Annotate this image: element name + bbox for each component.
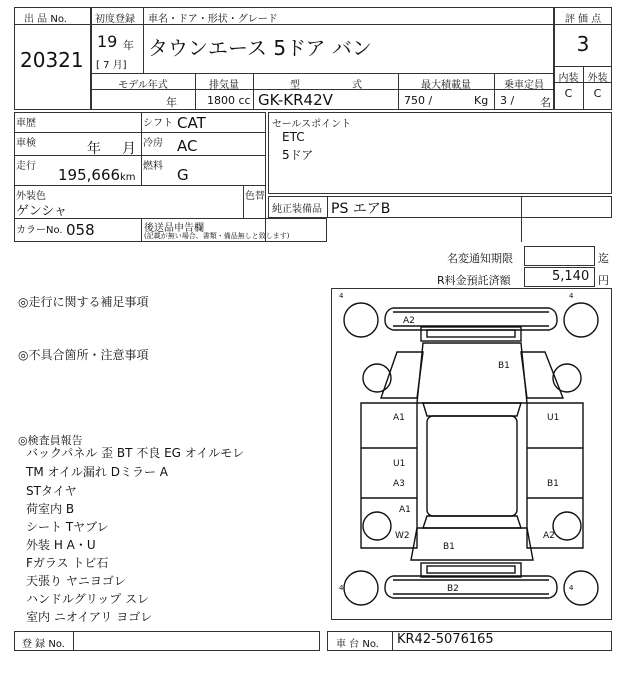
damage-mark: U1 [393, 459, 406, 469]
damage-mark: A2 [543, 531, 555, 541]
model-year-unit: 年 [166, 96, 177, 109]
damage-mark: A1 [393, 413, 405, 423]
first-registration-label: 初度登録 [95, 14, 135, 25]
tire-rear-left [344, 571, 378, 605]
name-change-label: 名変通知期限 [447, 252, 513, 265]
color-label: 外装色 [16, 191, 46, 202]
car-diagram [331, 288, 612, 620]
recycle-fee-unit: 円 [598, 274, 609, 287]
report-line: 天張り ヤニヨゴレ [26, 574, 126, 588]
name-change-value-box [524, 246, 595, 266]
hood [417, 343, 527, 403]
sales-point-item: 5ドア [282, 148, 314, 162]
tire-front-right [564, 303, 598, 337]
damage-mark: A3 [393, 479, 405, 489]
first-registration-year: 19 [97, 32, 118, 51]
score: 3 [576, 32, 590, 56]
body-left-side [361, 403, 417, 548]
ac: AC [177, 137, 198, 155]
driving-notes-label: ◎走行に関する補足事項 [18, 295, 149, 309]
defects-notes-label: ◎不具合箇所・注意事項 [18, 348, 149, 362]
tire-front-left [344, 303, 378, 337]
inspection-label: 車検 [16, 138, 36, 149]
recycle-fee-amount: 5,140 [552, 269, 590, 284]
lot-number-label: 出 品 No. [24, 14, 67, 25]
damage-mark: U1 [547, 413, 560, 423]
later-docs-label: 後送品申告欄 [144, 223, 204, 234]
report-line: シート Tヤブレ [26, 520, 109, 534]
report-line: バックパネル 歪 BT 不良 EG オイルモレ [26, 446, 245, 460]
report-line: TM オイル漏れ Dミラー A [26, 465, 168, 479]
damage-mark: B1 [547, 479, 559, 489]
damage-mark: B1 [443, 542, 455, 552]
model-label: 型 [290, 80, 300, 91]
color: ゲンシャ [16, 204, 68, 219]
damage-mark: B1 [498, 361, 510, 371]
history-label: 車歴 [16, 118, 36, 129]
cabin-roof [423, 403, 521, 416]
body-right-side [527, 403, 583, 548]
mileage-label: 走行 [16, 161, 36, 172]
capacity-unit: 名 [540, 96, 551, 109]
model: GK-KR42V [258, 91, 333, 109]
capacity: 3 / [500, 94, 515, 107]
later-docs-note: (記載が無い場合、書類・備品無しと致します) [144, 232, 290, 240]
car-name-label: 車名・ドア・形状・グレード [148, 14, 278, 25]
interior-grade: C [564, 87, 573, 100]
exterior-label: 外装 [587, 73, 608, 84]
name-change-unit: 迄 [598, 252, 609, 265]
displacement: 1800 cc [207, 94, 251, 107]
damage-mark: A1 [399, 505, 411, 515]
recolor-label: 色替 [245, 191, 265, 202]
roof [427, 416, 517, 516]
report-line: ハンドルグリップ スレ [26, 592, 150, 606]
capacity-label: 乗車定員 [504, 80, 544, 91]
tire-label: 4 [339, 584, 344, 592]
color-number-label: カラーNo. [16, 225, 63, 236]
shift-label: シフト [143, 118, 173, 129]
inspection-month: 月 [122, 141, 136, 157]
mileage-unit: km [120, 172, 136, 183]
inspection-year: 年 [87, 141, 101, 157]
mileage: 195,666 [58, 166, 121, 184]
recycle-fee-label: R料金預託済額 [437, 274, 511, 287]
genuine-equipment-label: 純正装備品 [272, 204, 322, 215]
report-line: Fガラス トビ石 [26, 556, 109, 570]
model-label-2: 式 [352, 80, 362, 91]
interior-label: 内装 [558, 73, 579, 84]
year-unit: 年 [123, 39, 134, 52]
score-label: 評 価 点 [564, 14, 602, 25]
car-name: タウンエース 5ドア バン [148, 36, 372, 60]
tire-label: 4 [569, 292, 574, 300]
lot-number: 20321 [20, 48, 84, 72]
damage-mark: A2 [403, 316, 415, 326]
damage-mark: W2 [395, 531, 410, 541]
damage-mark: B2 [447, 584, 459, 594]
tire-label: 4 [339, 292, 344, 300]
report-line: 荷室内 B [26, 502, 75, 516]
model-year-label: モデル年式 [118, 80, 168, 91]
report-line: STタイヤ [26, 484, 77, 498]
chassis-number: KR42-5076165 [397, 632, 494, 647]
first-registration-month: [ 7 月] [96, 60, 127, 71]
shift: CAT [177, 114, 206, 132]
tire-label: 4 [569, 584, 574, 592]
color-number: 058 [66, 221, 95, 239]
ac-label: 冷房 [143, 138, 163, 149]
max-load-unit: Kg [474, 94, 489, 107]
chassis-number-label: 車 台 No. [336, 639, 379, 650]
exterior-grade: C [593, 87, 602, 100]
genuine-equipment: PS エアB [331, 201, 391, 217]
fuel: G [177, 166, 189, 184]
inspector-report-label: ◎検査員報告 [18, 434, 83, 447]
registration-number-label: 登 録 No. [22, 639, 65, 650]
displacement-label: 排気量 [209, 80, 239, 91]
max-load: 750 / [404, 94, 433, 107]
report-line: 室内 ニオイアリ ヨゴレ [26, 610, 153, 624]
fuel-label: 燃料 [143, 161, 163, 172]
sales-point-item: ETC [282, 130, 305, 144]
max-load-label: 最大積載量 [421, 80, 471, 91]
report-line: 外装 H A・U [26, 538, 96, 552]
sales-points-label: セールスポイント [272, 119, 352, 130]
